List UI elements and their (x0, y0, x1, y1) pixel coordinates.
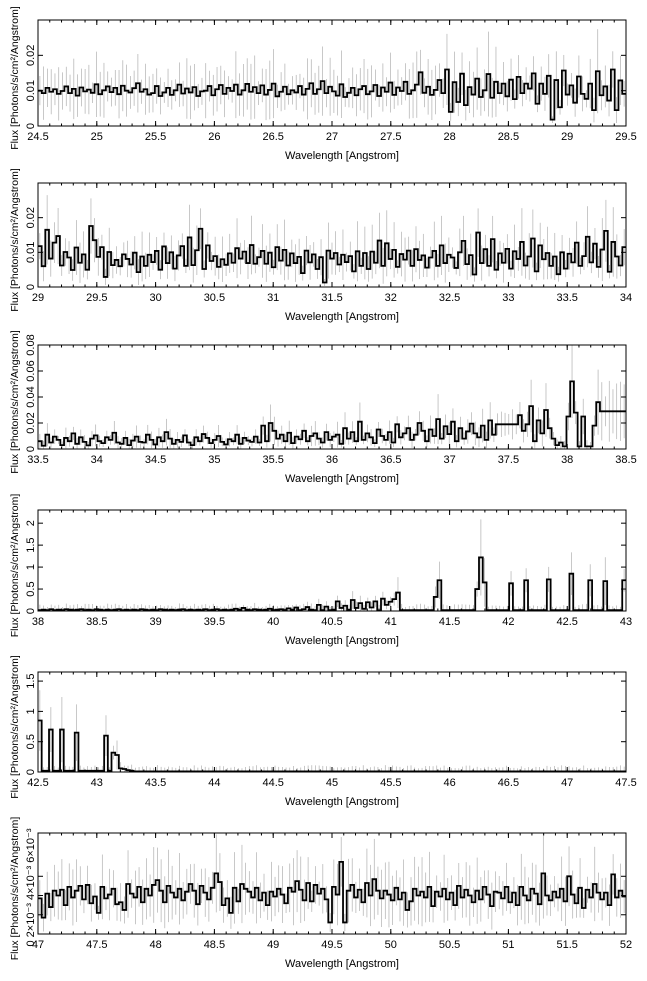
x-tick-label: 45 (325, 777, 339, 789)
x-tick-label: 33.5 (556, 292, 578, 304)
x-tick-label: 29.5 (86, 292, 108, 304)
x-tick-label: 47 (561, 777, 574, 789)
error-bars (40, 195, 624, 286)
x-tick-label: 45.5 (380, 777, 402, 789)
x-tick-label: 35.5 (262, 454, 284, 466)
chart-panel-2 (9, 168, 632, 323)
flux-step-line (38, 557, 626, 610)
x-axis-label: Wavelength [Angstrom] (285, 311, 399, 323)
x-tick-label: 43 (619, 616, 633, 628)
x-tick-label: 38.5 (615, 454, 637, 466)
y-tick-label: 0.02 (25, 206, 37, 229)
x-tick-label: 51.5 (556, 939, 578, 951)
x-tick-label: 40.5 (321, 616, 343, 628)
x-tick-label: 43.5 (144, 777, 167, 789)
y-axis-label: Flux [Photons/s/cm²/Angstrom] (9, 655, 21, 799)
x-tick-label: 32.5 (438, 292, 461, 304)
x-tick-label: 38.5 (86, 616, 108, 628)
y-tick-label: 0 (25, 768, 37, 776)
x-tick-label: 29.5 (615, 131, 637, 143)
plot-frame (38, 345, 626, 449)
x-tick-label: 25.5 (144, 131, 167, 143)
x-tick-label: 51 (502, 939, 515, 951)
x-tick-label: 48.5 (203, 939, 226, 951)
x-tick-label: 42.5 (27, 777, 49, 789)
flux-step-line (38, 720, 626, 771)
error-bars (40, 519, 624, 611)
plot-frame (38, 20, 626, 126)
x-tick-label: 38 (561, 454, 574, 466)
y-axis-label: Flux [Photons/s/cm²/Angstrom] (9, 493, 21, 638)
x-tick-label: 34 (619, 292, 633, 304)
x-tick-label: 24.5 (27, 131, 49, 143)
x-tick-label: 49 (267, 939, 280, 951)
chart-panel-1 (9, 6, 637, 162)
x-tick-label: 41.5 (438, 616, 461, 628)
plot-frame (38, 510, 626, 611)
x-tick-label: 43 (90, 777, 103, 789)
x-tick-label: 26.5 (262, 131, 284, 143)
x-tick-label: 36.5 (380, 454, 402, 466)
x-tick-label: 42.5 (556, 616, 578, 628)
chart-panel-3 (9, 330, 637, 485)
x-tick-label: 37.5 (497, 454, 520, 466)
x-tick-label: 37 (443, 454, 456, 466)
y-tick-label: 0 (25, 607, 37, 615)
x-tick-label: 25 (90, 131, 103, 143)
x-tick-label: 34.5 (144, 454, 167, 466)
y-tick-label: 1.5 (25, 537, 37, 553)
error-bars (40, 690, 624, 772)
x-tick-label: 31.5 (321, 292, 343, 304)
x-tick-label: 28.5 (497, 131, 520, 143)
flux-step-line (38, 862, 626, 923)
x-tick-label: 30.5 (203, 292, 226, 304)
y-axis-label: Flux [Photons/s/cm²/Angstrom] (9, 330, 21, 474)
x-tick-label: 30 (149, 292, 162, 304)
y-tick-label: 0.04 (25, 386, 37, 408)
y-tick-labels: 0 2×10⁻³ 4×10⁻³ 6×10⁻³ (25, 828, 37, 947)
x-tick-label: 52 (619, 939, 633, 951)
chart-panel-5 (9, 655, 637, 808)
y-tick-label: 0.02 (25, 44, 37, 67)
x-tick-label: 33 (502, 292, 515, 304)
y-tick-label: 0.5 (25, 734, 37, 750)
y-tick-label: 0.02 (25, 412, 37, 434)
y-tick-label: 0.08 (25, 334, 37, 356)
x-tick-label: 33.5 (27, 454, 49, 466)
y-tick-label: 0.01 (25, 79, 37, 102)
x-tick-label: 46 (443, 777, 456, 789)
x-tick-label: 35 (208, 454, 221, 466)
x-tick-label: 29 (31, 292, 45, 304)
y-axis-label: Flux [Photons/s/cm²/Angstrom] (9, 6, 21, 150)
y-tick-label: 1.5 (25, 673, 37, 689)
x-tick-label: 50 (384, 939, 397, 951)
x-tick-label: 44.5 (262, 777, 284, 789)
x-tick-label: 47.5 (615, 777, 637, 789)
x-tick-label: 28 (443, 131, 456, 143)
plot-frame (38, 672, 626, 772)
x-tick-label: 39 (149, 616, 162, 628)
x-tick-label: 34 (90, 454, 103, 466)
y-tick-label: 0.5 (25, 581, 37, 597)
x-axis-label: Wavelength [Angstrom] (285, 473, 399, 485)
x-tick-label: 31 (267, 292, 280, 304)
x-axis-label: Wavelength [Angstrom] (285, 150, 399, 162)
y-tick-label: 0.06 (25, 360, 37, 382)
x-tick-label: 48 (149, 939, 162, 951)
y-tick-label: 2 (25, 520, 37, 527)
x-tick-label: 38 (31, 616, 45, 628)
y-axis-label: Flux [Photons/s/cm²/Angstrom] (9, 816, 21, 961)
x-tick-label: 39.5 (203, 616, 226, 628)
x-tick-label: 26 (208, 131, 221, 143)
x-tick-label: 47 (31, 939, 45, 951)
x-axis-label: Wavelength [Angstrom] (285, 635, 399, 647)
x-tick-label: 42 (502, 616, 515, 628)
y-tick-label: 1 (25, 708, 37, 715)
x-tick-label: 41 (384, 616, 397, 628)
x-tick-label: 32 (384, 292, 397, 304)
error-bars (40, 29, 624, 123)
x-axis-label: Wavelength [Angstrom] (285, 958, 399, 970)
x-tick-label: 27.5 (380, 131, 402, 143)
x-tick-label: 40 (267, 616, 280, 628)
y-axis-label: Flux [Photons/s/cm²/Angstrom] (9, 168, 21, 312)
flux-step-line (38, 381, 626, 446)
y-tick-label: 0.01 (25, 241, 37, 264)
y-tick-label: 0 (25, 283, 37, 291)
y-tick-label: 1 (25, 564, 37, 571)
x-tick-label: 29 (561, 131, 574, 143)
chart-panel-6 (9, 817, 632, 970)
x-axis-label: Wavelength [Angstrom] (285, 796, 399, 808)
x-tick-label: 49.5 (321, 939, 343, 951)
x-tick-label: 27 (325, 131, 339, 143)
x-tick-label: 46.5 (497, 777, 520, 789)
flux-step-line (38, 69, 626, 119)
chart-panel-4 (9, 494, 632, 647)
y-tick-label: 0 (25, 445, 37, 453)
x-tick-label: 47.5 (86, 939, 108, 951)
x-tick-label: 50.5 (438, 939, 461, 951)
x-tick-label: 44 (208, 777, 221, 789)
x-tick-label: 36 (325, 454, 339, 466)
y-tick-label: 0 (25, 122, 37, 130)
